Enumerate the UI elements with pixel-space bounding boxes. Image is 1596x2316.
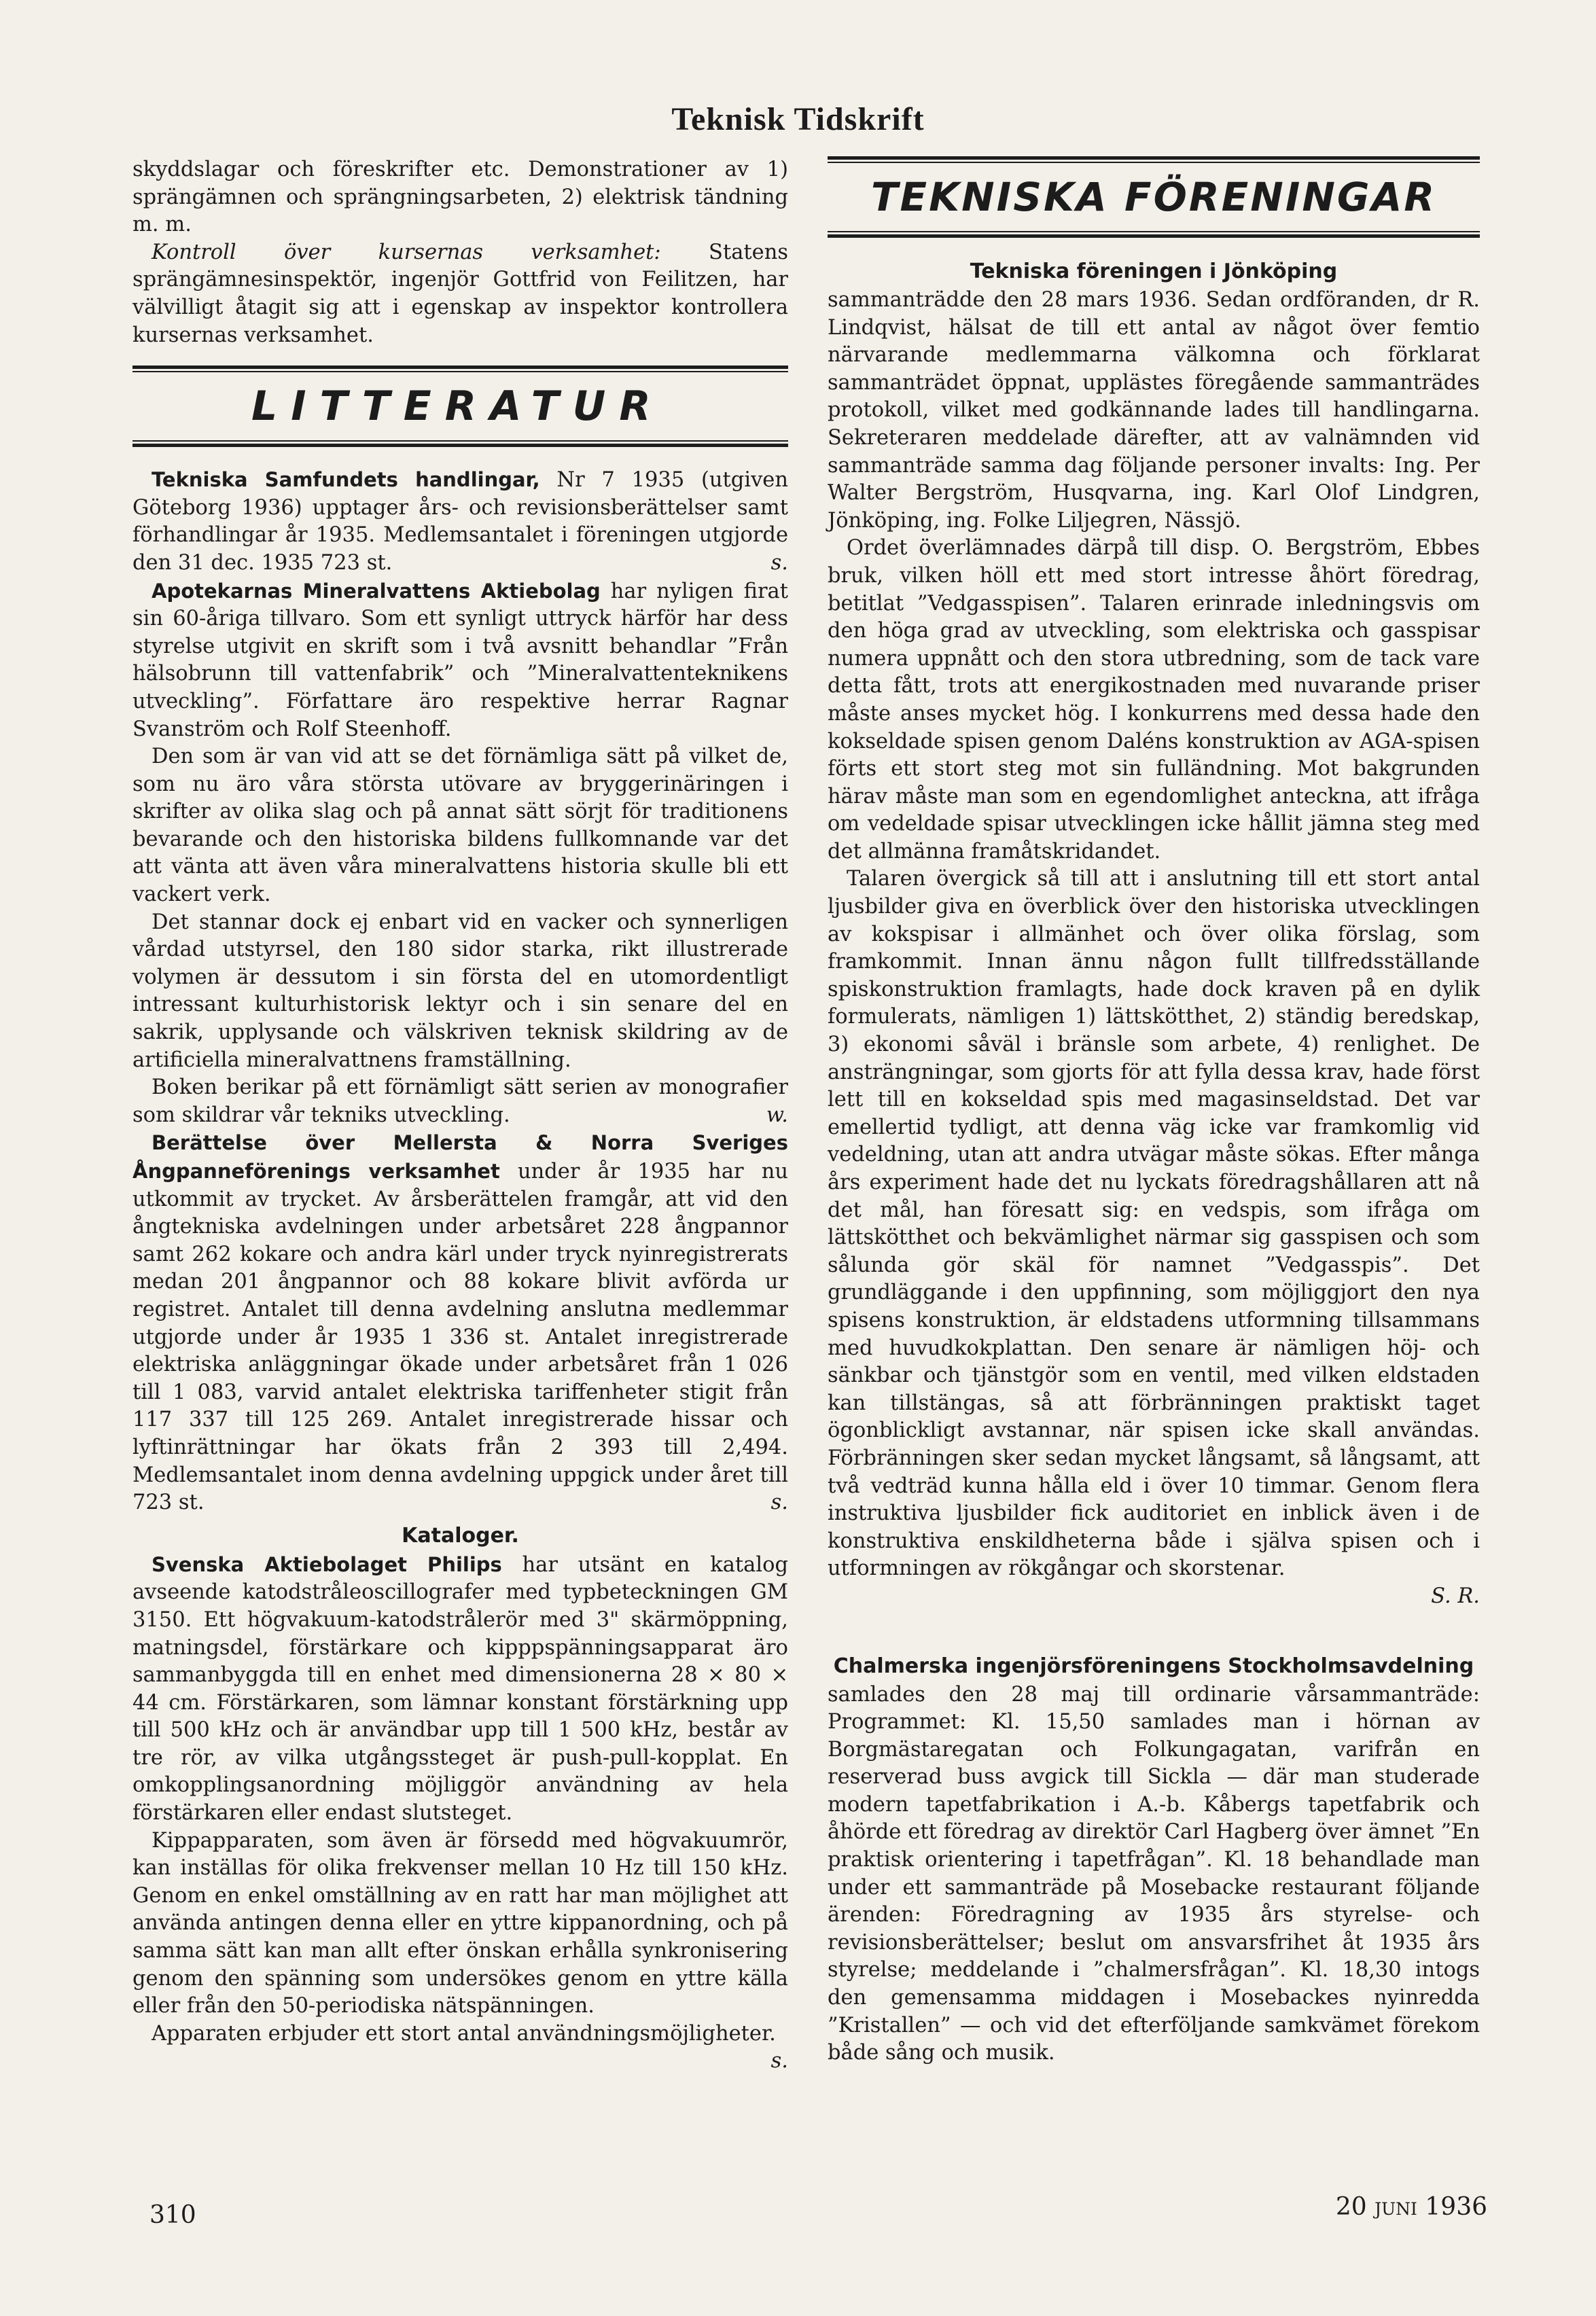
issue-date: 20 juni 1936 [1335,2193,1487,2221]
jonkoping-heading: Tekniska föreningen i Jönköping [970,260,1338,283]
samfundet-heading: Tekniska Samfundets handlingar, [152,468,540,492]
philips-paragraph [132,1551,788,1828]
signature-line [828,1583,1480,1611]
foreningar-title: TEKNISKA FÖRENINGAR [870,174,1437,220]
jonkoping-paragraph: sammanträdde den 28 mars 1936. Sedan ordföranden, dr R. Lindqvist, hälsat de till ett antal av något över femtio närvarande medlemmarna välkomna och förklarat sammanträdet öppnat, upplästes föregående sammanträdes protokoll, vilket med godkännande lades till handlingarna. Sekreteraren meddelade därefter, att av valnämnden vid sammanträde samma dag följande personer invalts: Ing. Per Walter Bergström, Husqvarna, ing. Karl Olof Lindgren, Jönköping, ing. Folke Liljegren, Nässjö. [828,288,1480,533]
kontroll-text: Statens sprängämnesinspektör, ingenjör Gottfrid von Feilitzen, har välvilligt åtagit sig att i egenskap av inspektor kontrollera kursernas verksamhet. [132,240,788,347]
philips-text: har utsänt en katalog avseende katodstråleoscillografer med typbeteckningen GM 3150. Ett högvakuum-katodstrålerör med 3" skärmöppning, matningsdel, förstärkare och kipppspänningsapparat äro sammanbyggda till en enhet med dimensionerna 28 × 80 × 44 cm. Förstärkaren, som lämnar konstant förstärkning upp till 500 kHz och är användbar upp till 1 500 kHz, består av tre rör, av vilka utgångssteget är push-pull-kopplat. En omkopplingsanordning möjliggör användning av hela förstärkaren eller endast slutsteget. [132,1552,789,1825]
page-number: 310 [149,2201,196,2229]
masthead: Teknisk Tidskrift [671,101,925,137]
kontroll-paragraph [132,239,788,349]
paragraph: Talaren övergick så till att i anslutning till ett stort antal ljusbilder giva en överblick över den historiska utvecklingen av kokspisar i allmänhet och över olika förslag, som framkommit. Innan ännu någon fullt tillfredsställande spiskonstruktion framlagts, hade dock kraven på en dylik formulerats, nämligen 1) lättskötthet, 2) ständig beredskap, 3) ekonomi såväl i bränsle som arbete, 4) renlighet. De ansträngningar, som gjorts för att fylla dessa krav, hade först lett till en kokseldad spis med magasinseldstad. Det var emellertid tydligt, att denna väg icke var framkomlig vid vedeldning, utan att andra utvägar måste sökas. Efter många års experiment hade det nu lyckats föredragshållaren att nå det mål, han föresatt sig: en vedspis, som ifråga om lättskötthet och bekvämlighet närmar sig gasspisen och som sålunda gör skäl för namnet ”Vedgasspis”. Det grundläggande i den uppfinning, som möjliggjort den nya spisens konstruktion, är eldstadens utformning tillsammans med huvudkokplattan. Den senare är nämligen höj- och sänkbar och tjänstgör som en ventil, med vilken eldstaden kan tillstängas, så att förbränningen praktiskt taget ögonblickligt avstannar, när spisen icke skall användas. Förbränningen sker sedan mycket långsamt, så långsamt, att två vedträd kunna hålla eld i över 10 timmar. Genom flera instruktiva ljusbilder fick auditoriet en inblick även i de konstruktiva enskildheterna både i själva spisen och i utformningen av rökgångar och skorstenar. [828,867,1480,1581]
angpanne-text: under år 1935 har nu utkommit av trycket. Av årsberättelen framgår, att vid den ångtekniska avdelningen under arbetsåret 228 ångpannor samt 262 kokare och andra kärl under tryck nyinregistrerats medan 201 ångpannor och 88 kokare blivit avförda ur registret. Antalet till denna avdelning anslutna medlemmar utgjorde under år 1935 1 336 st. Antalet inregistrerade elektriska anläggningar ökade under arbetsåret från 1 026 till 1 083, varvid antalet elektriska tariffenheter stigit från 117 337 till 125 269. Antalet inregistrerade hissar och lyftinrättningar har ökats från 2 393 till 2,494. Medlemsantalet inom denna avdelning uppgick under året till 723 st. [132,1160,788,1515]
rule [132,440,788,442]
samfundet-paragraph [132,466,788,577]
paragraph: Ordet överlämnades därpå till disp. O. Bergström, Ebbes bruk, vilken höll ett med stort intresse åhört föredrag, betitlat ”Vedgasspisen”. Talaren erinrade inledningsvis om den höga grad av utveckling, som elektriska och gasspisar numera uppnått och den stora utbredning, som de tack vare detta fått, trots att energikostnaden med nuvarande priser måste anses mycket hög. I konkurrens med dessa hade den kokseldade spisen genom Daléns konstruktion av AGA-spisen förts ett stort steg mot sin fulländning. Mot bakgrunden härav måste man som en egendomlighet anteckna, att ifråga om vedeldade spisar utvecklingen icke hållit jämna steg med det allmänna framåtskridandet. [828,536,1480,863]
angpanne-heading: Berättelse över Mellersta & Norra Sveriges Ångpanneförenings verksamhet [132,1131,788,1183]
signature: s. [770,550,788,575]
signature: S. R. [1431,1584,1480,1608]
chalmerska-heading: Chalmerska ingenjörsföreningens Stockholmsavdelning [833,1654,1474,1678]
left-column [132,156,788,2076]
left-intro-paragraph: skyddslagar och föreskrifter etc. Demonstrationer av 1) sprängämnen och sprängningsarbeten, 2) elektrisk tändning m. m. [132,158,788,237]
foreningar-header [828,156,1480,238]
signature: s. [770,2049,788,2073]
paragraph: Kippapparaten, som även är försedd med högvakuumrör, kan inställas för olika frekvenser mellan 10 Hz till 150 kHz. Genom en enkel omställning av en ratt har man möjlighet att använda antingen denna eller en yttre kippanordning, och på samma sätt kan man allt efter önskan erhålla synkronisering genom den spänning som undersökes genom en yttre källa eller från den 50-periodiska nätspänningen. [132,1828,788,2018]
signature: w. [766,1103,788,1127]
apotekarnas-text: har nyligen firat sin 60-åriga tillvaro. Som ett synligt uttryck härför har dess styrelse utgivit en skrift som i två avsnitt behandlar ”Från hälsobrunn till vattenfabrik” och ”Mineralvattenteknikens utveckling”. Författare äro respektive herrar Ragnar Svanström och Rolf Steenhoff. [132,579,788,741]
kataloger-heading: Kataloger. [402,1523,519,1548]
rule [828,156,1480,160]
litteratur-title: LITTERATUR [251,382,664,431]
signature: s. [770,1491,788,1515]
paragraph: Det stannar dock ej enbart vid en vacker och synnerligen vårdad utstyrsel, den 180 sidor starka, rikt illustrerade volymen är dessutom i sin första del en utomordentligt intressant kulturhistorisk lektyr och i sin senare del en sakrik, upplysande och välskriven teknisk skildring av de artificiella mineralvattnens framställning. [132,910,788,1072]
philips-heading: Svenska Aktiebolaget Philips [152,1552,502,1576]
paragraph: Den som är van vid att se det förnämliga sätt på vilket de, som nu äro våra största utövare av bryggerinäringen i skrifter av olika slag och på annat sätt sörjt för traditionens bevarande och den historiska bildens fullkomnande var det att vänta att även våra mineralvattens historia skulle bli ett vackert verk. [132,745,788,907]
rule [132,444,788,447]
rule [828,231,1480,232]
litteratur-header [132,366,788,447]
paragraph [132,2020,788,2073]
apotekarnas-paragraph [132,577,788,744]
apotekarnas-heading: Apotekarnas Mineralvattens Aktiebolag [152,579,601,603]
angpanne-paragraph [132,1129,788,1516]
paragraph-text: Apparaten erbjuder ett stort antal användningsmöjligheter. [152,2021,776,2046]
kontroll-label: Kontroll över kursernas verksamhet: [152,240,661,264]
rule [132,366,788,369]
right-column [828,156,1480,2067]
paragraph-text: Boken berikar på ett förnämligt sätt serien av monografier som skildrar vår tekniks utveckling. [132,1075,788,1127]
samfundet-text: Nr 7 1935 (utgiven Göteborg 1936) upptager års- och revisionsberättelser samt förhandlingar år 1935. Medlemsantalet i föreningen utgjorde den 31 dec. 1935 723 st. [132,468,788,575]
paragraph [132,1074,788,1129]
chalmerska-paragraph: samlades den 28 maj till ordinarie vårsammanträde: Programmet: Kl. 15,50 samlades man i hörnan av Borgmästaregatan och Folkungagatan, varifrån en reserverad buss avgick till Sickla — där man studerade modern tapetfabrikation i A.-b. Kåbergs tapetfabrik och åhörde ett föredrag av direktör Carl Hagberg över ämnet ”En praktisk orientering i tapetfrågan”. Kl. 18 behandlade man under ett sammanträde på Mosebacke restaurant följande ärenden: Föredragning av 1935 års styrelse- och revisionsberättelser; beslut om ansvarsfrihet åt 1935 års styrelse; meddelande i ”chalmersfrågan”. Kl. 18,30 intogs den gemensamma middagen i Mosebackes nyinredda ”Kristallen” — och vid det efterföljande samkvämet förekom både sång och musik. [828,1682,1480,2065]
rule [828,234,1480,238]
